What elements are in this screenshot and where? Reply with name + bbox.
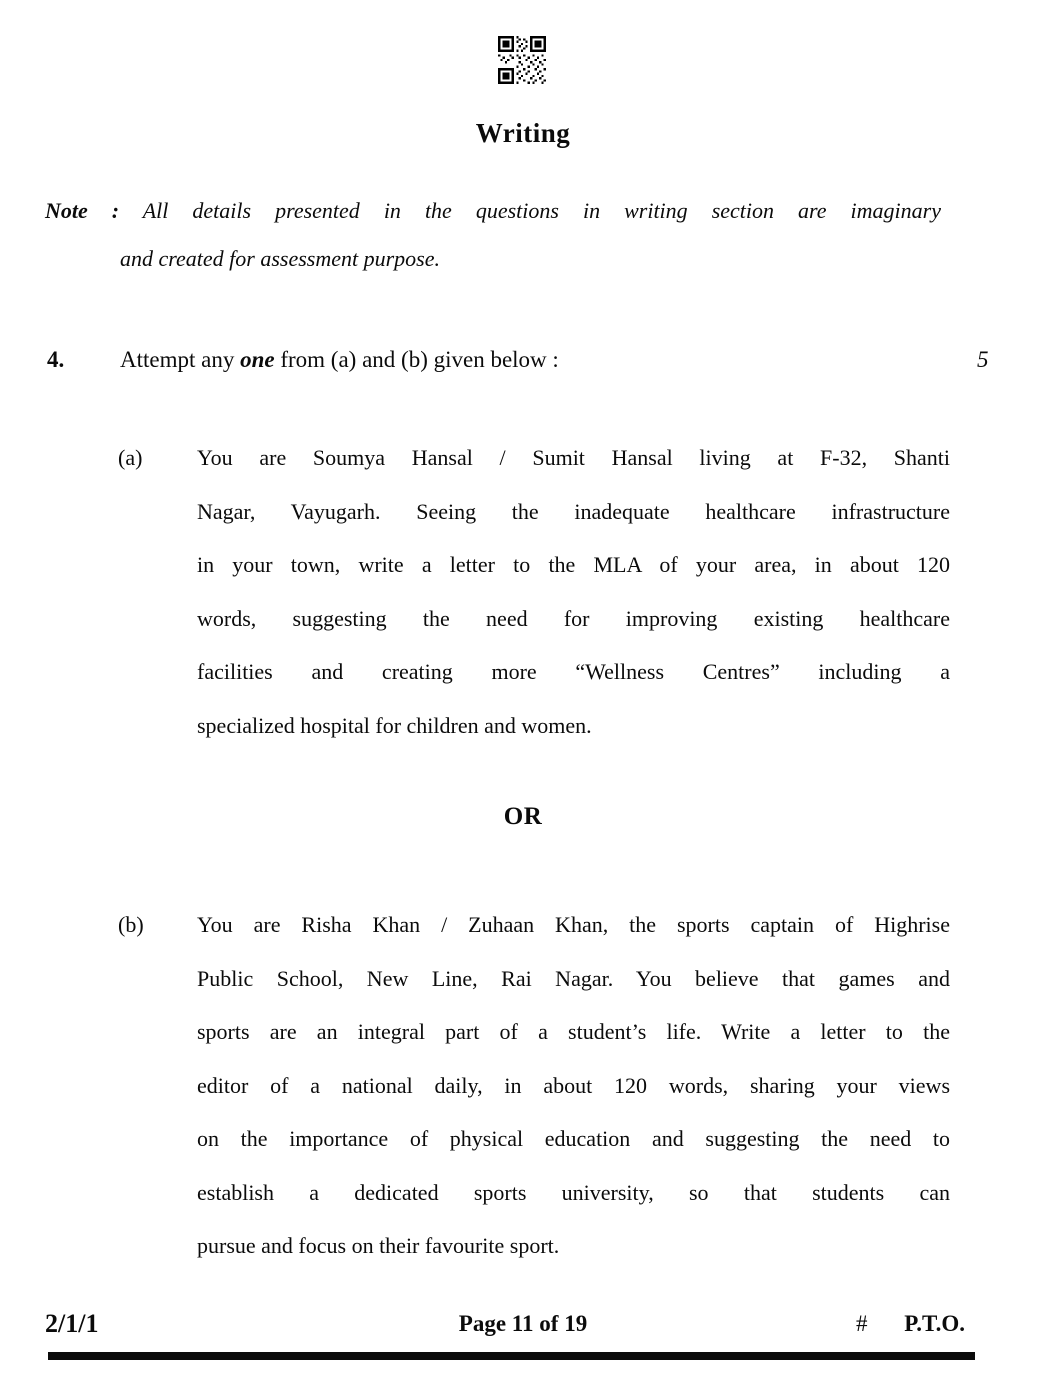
- prompt-emphasis: one: [240, 347, 275, 372]
- question-marks: 5: [977, 347, 989, 372]
- option-a-text: [197, 431, 950, 752]
- prompt-after: from (a) and (b) given below :: [274, 347, 559, 372]
- page-number: Page 11 of 19: [458, 1311, 588, 1336]
- page-title: Writing: [475, 118, 571, 148]
- option-b-line: You are Risha Khan / Zuhaan Khan, the sports captain of Highrise: [197, 912, 950, 937]
- note-label: Note :: [45, 198, 120, 223]
- or-separator: OR: [503, 803, 543, 830]
- option-a-line: words, suggesting the need for improving existing healthcare: [197, 605, 950, 631]
- option-b-text: [197, 898, 950, 1273]
- option-b-line: Public School, New Line, Rai Nagar. You believe that games and: [197, 965, 950, 991]
- question-prompt: [120, 346, 559, 374]
- page-footer: [0, 1310, 1046, 1340]
- option-a-line: in your town, write a letter to the MLA of your area, in about 120: [197, 552, 950, 577]
- option-a-line: Nagar, Vayugarh. Seeing the inadequate healthcare infrastructure: [197, 498, 950, 524]
- option-b-label: (b): [118, 912, 144, 937]
- option-b-line: editor of a national daily, in about 120 words, sharing your views: [197, 1072, 950, 1098]
- option-a-line: You are Soumya Hansal / Sumit Hansal living at F-32, Shanti: [197, 445, 950, 470]
- note-line-2: and created for assessment purpose.: [120, 246, 440, 271]
- footer-rule: [48, 1352, 975, 1360]
- paper-code: 2/1/1: [45, 1309, 99, 1338]
- note-text: All details presented in the questions in writing section are imaginary: [119, 198, 941, 223]
- prompt-before: Attempt any: [120, 347, 241, 372]
- option-a-line: specialized hospital for children and women.: [197, 712, 592, 738]
- option-b-line: on the importance of physical education and suggesting the need to: [197, 1126, 950, 1151]
- option-b-line: pursue and focus on their favourite sport.: [197, 1233, 560, 1258]
- option-a-label: (a): [118, 445, 143, 470]
- note-line-1: [45, 187, 941, 235]
- option-b-line: sports are an integral part of a student’s life. Write a letter to the: [197, 1019, 950, 1044]
- question-number: 4.: [47, 347, 65, 372]
- qr-code-icon: [497, 36, 547, 84]
- hash-symbol: #: [856, 1311, 868, 1336]
- note-block: [45, 187, 941, 283]
- pto-label: P.T.O.: [904, 1311, 965, 1336]
- question-4-header: [0, 346, 1046, 376]
- option-b-line: establish a dedicated sports university, so that students can: [197, 1179, 950, 1205]
- option-a-line: facilities and creating more “Wellness Centres” including a: [197, 659, 950, 684]
